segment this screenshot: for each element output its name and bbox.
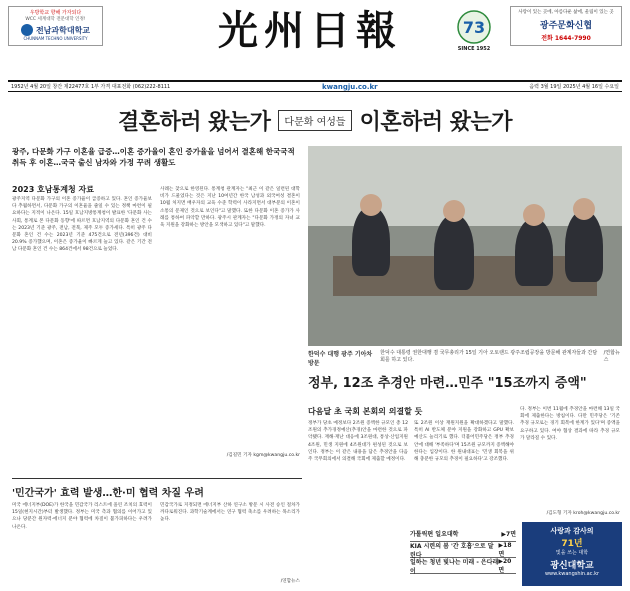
divider <box>12 478 302 479</box>
article1-byline: /김길민 기자 kgm@kwangju.co.kr <box>226 453 300 458</box>
photo-head <box>443 200 465 222</box>
article2-column2: 또 2조원 이상 재원지원을 확대하겠다고 말했다. 특히 AI 반도체 분야 지원을 강화하고 GPU 확보 예산도 늘리기로 했다. 더불어민주당은 정부 추경안에 대해 '부족하다'며 15조원 규모까지 증액해야 한다는 입장이다. 한 원내대표는 '민생 회복을 위해 충분한 규모의 추경이 필요하다'고 강조했다. <box>414 421 514 463</box>
article1-subhead: 2023 호남통계청 자료 <box>12 185 94 194</box>
anniversary-emblem <box>450 8 498 56</box>
ad-left-name-en: CHUNNAM TECHNO UNIVERSITY <box>23 36 88 41</box>
ad-right-phone: 전화 1644-7990 <box>541 35 591 42</box>
issue-info-bar <box>8 80 622 92</box>
index-label: 일하는 청년 빛나는 미래 - 은다래이 <box>410 558 499 575</box>
article2-column1: 정부가 당초 예정보다 2조원 증액한 규모인 총 12조원의 추가경정예산(추경)안을 마련한 것으로 파악됐다. 재해·재난 대응에 3조원대, 통상·산업지원 4조원, 민생 지원에 4조원대가 편성된 것으로 보인다. 정부는 이 같은 내용을 담은 추경안을 다음주 국무회의에서 의결해 국회에 제출할 예정이다. <box>308 421 408 463</box>
photo-caption-row <box>308 349 622 367</box>
headline-deck: 광주, 다문화 가구 이혼율 급증…이혼 증가율이 혼인 증가율을 넘어서 결혼해 한국국적 취득 후 이혼…국국 출신 남자와 가정 꾸려 생활도 <box>12 147 295 167</box>
ad-gwangju-credit-union[interactable] <box>510 6 622 46</box>
page-index <box>410 526 516 574</box>
photo-head <box>523 204 545 226</box>
photo-head <box>360 194 382 216</box>
article2-column3: 다. 정부는 이번 11월에 추경안을 마련해 13일 국회에 제출한다는 방침이다. 다만 민주당은 '기존 추경 규모로는 경기 회복에 한계가 있다'며 증액을 요구하고 있다. 여야 협상 결과에 따라 추경 규모가 달라질 수 있다. <box>520 407 620 441</box>
headline-left: 결혼하러 왔는가 <box>117 109 271 135</box>
ad-right-name: 광주문화신협 <box>539 21 593 31</box>
ad-left-line2: WCC 세계대학 전문대학 인정! <box>25 17 86 22</box>
issue-date: 2025년 4월 16일 수요일 <box>562 84 619 90</box>
article3-byline: /연합뉴스 <box>280 579 300 584</box>
ad-left-name: 전남과학대학교 <box>35 25 91 35</box>
article2-headline[interactable]: 정부, 12조 추경안 마련…민주 "15조까지 증액" <box>308 376 587 391</box>
since-label: SINCE 1952 <box>457 46 491 52</box>
photo-credit: 한덕수 대통령 권한대행 겸 국무총리가 15일 기아 오토랜드 광주조립공장을 방문해 관계자들과 간담회를 하고 있다. <box>380 350 598 363</box>
ad-right-line1: 사랑이 있는 곳에, 아름다운 삶에, 울림이 있는 곳 <box>518 10 614 15</box>
index-label: 가톨릭편 일요대학 <box>410 531 459 538</box>
main-photo[interactable] <box>308 146 622 346</box>
photo-caption: 한덕수 대행 광주 기아차 방문 <box>308 351 373 367</box>
website-link[interactable]: kwangju.co.kr <box>321 82 378 91</box>
contact-text: 대표전화 (062)222-8111 <box>111 84 171 90</box>
ad-left-line1: 우방학교 향해 가자되다 <box>29 10 82 16</box>
article2-byline: /김도형 기자 kroh@kwangju.co.kr <box>546 511 620 516</box>
article1-column2: 사례는 찾으로 한영된다. 통계청 관계자는 "최근 이 같은 일련된 대학비가 드물었다는 것은 지난 10여년간 한국 남성과 외국여성 결혼이 10월 처지면 배우자의 교육 수준 학력이 사라지면서 대부분의 이혼이 소통의 문제인 것으로 보인다"고 말했다. 또한 다문화 이혼 증가가 사례를 통하여 파악할 만하다. 광주시 관계자는 "다문화 가정의 자녀 교육 지원을 강화하는 방안을 모색하고 있다"고 말했다. <box>160 187 300 229</box>
article3-column2: 민감국가로 지정되면 에너지부 산하 연구소 방문 시 사전 승인 절차가 까다로워진다. 과학기술계에서는 연구 협력 축소를 우려하는 목소리가 높다. <box>160 503 300 523</box>
anniversary-logo-icon <box>450 8 498 46</box>
photo-person <box>565 210 603 282</box>
ad-left-logo <box>9 24 102 36</box>
index-label: KIA 시련의 봄 '간 호흡'으로 달린다 <box>410 542 494 559</box>
ad-bottom-name: 광신대학교 <box>550 561 594 571</box>
index-page: ▶7면 <box>501 531 516 538</box>
photo-credit-source: /연합뉴스 <box>603 350 620 363</box>
article1-column1: 광주지역 다문화 가구의 이혼 증가율이 급증하고 있다. 혼인 증가율보다 추월하면서, 다문화 가구의 이혼율을 줄일 수 있는 정책 마련이 필요하다는 지적이 나온다. 15일 호남지방통계청이 발표한 '다문화 사는 사회, 통계로 본 다문화 동향'에 따르면 호남지역의 다문화 혼인 건 수는 2023년 기준 광주, 전남, 전북, 제주 모두 증가세다. 특히 광주 다문화 혼인 건 수는 2023년 기준 475건으로 전년(396건) 대비 20.9% 증가했으며, 이혼은 증가율이 빠르게 늘고 있다. 같은 기간 전남 다문화 혼인 건 수는 864건에서 98건으로 늘었다. <box>12 197 152 253</box>
headline-tag: 다문화 여성들 <box>278 110 351 131</box>
index-page: ▶18면 <box>498 541 512 558</box>
ad-bottom-url: www.kwangshin.ac.kr <box>544 571 600 577</box>
founded-text: 1952년 4월 20일 창간 <box>11 84 63 90</box>
lunar-date: 음력 3월 19일 <box>529 84 562 90</box>
ad-chunnam-university[interactable] <box>8 6 103 46</box>
anniversary-number: 73 <box>462 18 486 37</box>
newspaper-title: 光州日報 <box>218 7 402 54</box>
article3-headline[interactable]: '민간국가' 효력 발생…한·미 협력 차질 우려 <box>12 488 204 499</box>
ad-bottom-line2: 71년 <box>561 539 583 549</box>
headline-right: 이혼하러 왔는가 <box>359 109 512 135</box>
main-headline[interactable] <box>8 100 622 140</box>
photo-person <box>515 218 553 286</box>
article2-subhead: 다음달 초 국회 본회의 의결할 듯 <box>308 407 423 416</box>
price-text: 1부 가격 <box>90 84 111 90</box>
date-info <box>529 83 619 90</box>
index-item[interactable] <box>410 558 516 574</box>
ad-bottom-line1: 사랑과 감사의 <box>550 527 594 535</box>
index-page: ▶20면 <box>498 557 512 574</box>
article3-column1: 미국 에너지부(DOE)가 한국을 민감국가 리스트에 올린 조치의 효력이 15일(현지시간)부터 발생했다. 정부는 미국 측과 협의를 이어가고 있으나 당분간 원자력·에너지 분야 협력에 차질이 불가피하다는 우려가 나온다. <box>12 503 152 530</box>
ad-bottom-line3: 빛을 쓰는 대학 <box>555 550 589 556</box>
ad-kwangshin-university[interactable] <box>522 522 622 586</box>
photo-person <box>434 214 475 290</box>
issue-number: 제22477호 <box>63 84 90 90</box>
university-emblem-icon <box>21 24 33 36</box>
founded-date <box>11 83 170 90</box>
photo-person <box>352 206 390 276</box>
